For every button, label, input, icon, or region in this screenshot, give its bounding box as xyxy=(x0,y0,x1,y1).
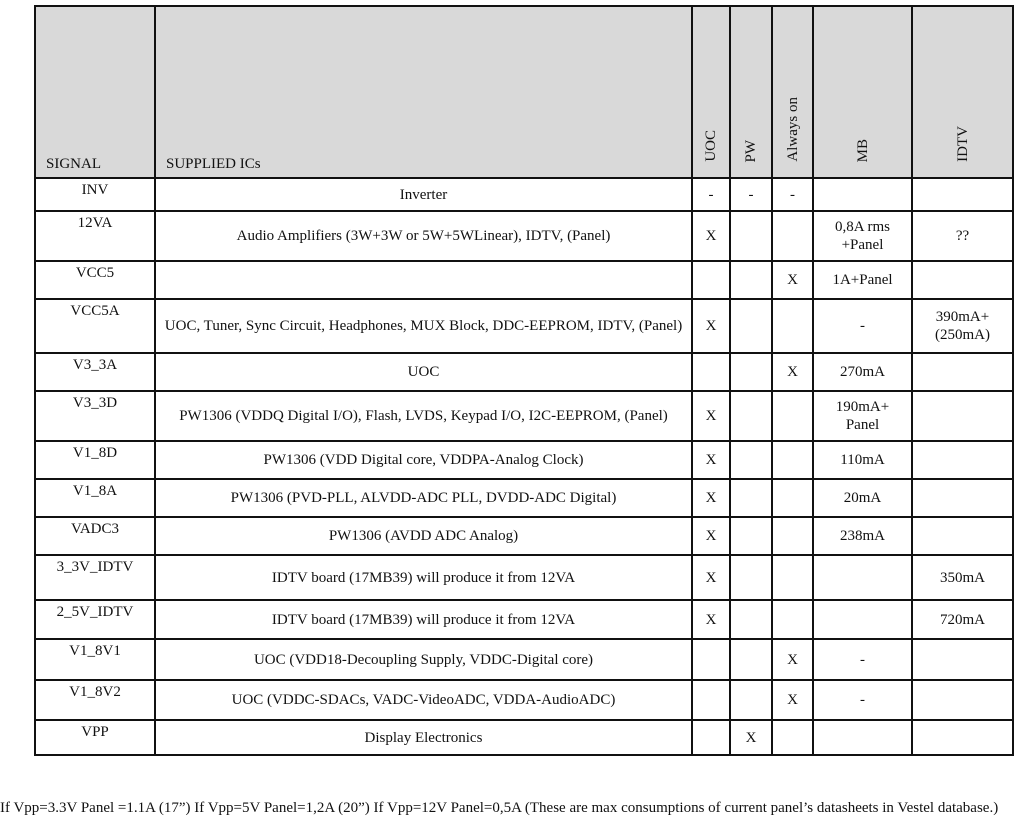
pw-cell xyxy=(730,639,772,680)
uoc-cell xyxy=(692,261,730,299)
always-on-cell: X xyxy=(772,680,813,720)
supplied-ics-cell: Inverter xyxy=(155,178,692,211)
signal-cell: V1_8V1 xyxy=(35,639,155,680)
header-row xyxy=(35,6,1013,178)
signal-cell: V1_8A xyxy=(35,479,155,517)
signal-cell: V3_3D xyxy=(35,391,155,441)
mb-cell: 190mA+ Panel xyxy=(813,391,912,441)
table-row xyxy=(35,178,1013,211)
header-pw: PW xyxy=(730,6,772,178)
table-row xyxy=(35,391,1013,441)
signal-cell: INV xyxy=(35,178,155,211)
table-row xyxy=(35,555,1013,600)
idtv-cell xyxy=(912,353,1013,391)
pw-cell xyxy=(730,261,772,299)
always-on-cell xyxy=(772,555,813,600)
always-on-cell xyxy=(772,441,813,479)
idtv-cell xyxy=(912,261,1013,299)
always-on-cell xyxy=(772,517,813,555)
idtv-cell xyxy=(912,639,1013,680)
pw-cell xyxy=(730,517,772,555)
idtv-cell xyxy=(912,680,1013,720)
uoc-cell: X xyxy=(692,555,730,600)
signal-cell: VPP xyxy=(35,720,155,755)
idtv-cell xyxy=(912,720,1013,755)
uoc-cell xyxy=(692,353,730,391)
uoc-cell: X xyxy=(692,391,730,441)
always-on-cell: X xyxy=(772,353,813,391)
always-on-cell: X xyxy=(772,261,813,299)
mb-cell: - xyxy=(813,680,912,720)
header-signal: SIGNAL xyxy=(35,6,155,178)
mb-cell xyxy=(813,178,912,211)
idtv-cell xyxy=(912,391,1013,441)
idtv-cell: ?? xyxy=(912,211,1013,261)
signal-cell: 3_3V_IDTV xyxy=(35,555,155,600)
idtv-cell: 390mA+ (250mA) xyxy=(912,299,1013,353)
signal-cell: VADC3 xyxy=(35,517,155,555)
pw-cell xyxy=(730,441,772,479)
table-row xyxy=(35,720,1013,755)
always-on-cell: - xyxy=(772,178,813,211)
uoc-cell: X xyxy=(692,517,730,555)
pw-cell xyxy=(730,211,772,261)
always-on-cell xyxy=(772,299,813,353)
signal-cell: VCC5 xyxy=(35,261,155,299)
pw-cell: - xyxy=(730,178,772,211)
signal-supply-table xyxy=(34,5,1014,756)
mb-cell: 1A+Panel xyxy=(813,261,912,299)
header-always-on: Always on xyxy=(772,6,813,178)
table-row xyxy=(35,600,1013,639)
supplied-ics-cell: PW1306 (PVD-PLL, ALVDD-ADC PLL, DVDD-ADC Digital) xyxy=(155,479,692,517)
table-body xyxy=(35,178,1013,755)
table-row xyxy=(35,680,1013,720)
uoc-cell: X xyxy=(692,441,730,479)
supplied-ics-cell: PW1306 (AVDD ADC Analog) xyxy=(155,517,692,555)
idtv-cell xyxy=(912,441,1013,479)
signal-cell: V3_3A xyxy=(35,353,155,391)
uoc-cell xyxy=(692,720,730,755)
supplied-ics-cell: PW1306 (VDD Digital core, VDDPA-Analog Clock) xyxy=(155,441,692,479)
supplied-ics-cell: IDTV board (17MB39) will produce it from 12VA xyxy=(155,555,692,600)
signal-cell: V1_8D xyxy=(35,441,155,479)
always-on-cell xyxy=(772,479,813,517)
uoc-cell: X xyxy=(692,211,730,261)
signal-cell: 2_5V_IDTV xyxy=(35,600,155,639)
supplied-ics-cell: UOC (VDDC-SDACs, VADC-VideoADC, VDDA-AudioADC) xyxy=(155,680,692,720)
table-row xyxy=(35,299,1013,353)
table-row xyxy=(35,353,1013,391)
pw-cell xyxy=(730,600,772,639)
always-on-cell: X xyxy=(772,639,813,680)
header-uoc: UOC xyxy=(692,6,730,178)
always-on-cell xyxy=(772,720,813,755)
pw-cell xyxy=(730,479,772,517)
supplied-ics-cell: PW1306 (VDDQ Digital I/O), Flash, LVDS, Keypad I/O, I2C-EEPROM, (Panel) xyxy=(155,391,692,441)
supplied-ics-cell: IDTV board (17MB39) will produce it from 12VA xyxy=(155,600,692,639)
mb-cell: - xyxy=(813,299,912,353)
signal-cell: VCC5A xyxy=(35,299,155,353)
uoc-cell xyxy=(692,680,730,720)
always-on-cell xyxy=(772,600,813,639)
table-row xyxy=(35,261,1013,299)
uoc-cell: X xyxy=(692,479,730,517)
mb-cell: 270mA xyxy=(813,353,912,391)
table-row xyxy=(35,479,1013,517)
pw-cell: X xyxy=(730,720,772,755)
table-row xyxy=(35,517,1013,555)
idtv-cell xyxy=(912,178,1013,211)
mb-cell xyxy=(813,555,912,600)
pw-cell xyxy=(730,680,772,720)
signal-cell: V1_8V2 xyxy=(35,680,155,720)
header-idtv: IDTV xyxy=(912,6,1013,178)
supplied-ics-cell: UOC (VDD18-Decoupling Supply, VDDC-Digital core) xyxy=(155,639,692,680)
idtv-cell xyxy=(912,479,1013,517)
mb-cell xyxy=(813,600,912,639)
mb-cell: - xyxy=(813,639,912,680)
table-row xyxy=(35,441,1013,479)
supplied-ics-cell: Display Electronics xyxy=(155,720,692,755)
uoc-cell: - xyxy=(692,178,730,211)
signal-cell: 12VA xyxy=(35,211,155,261)
idtv-cell xyxy=(912,517,1013,555)
mb-cell: 0,8A rms +Panel xyxy=(813,211,912,261)
idtv-cell: 350mA xyxy=(912,555,1013,600)
header-supplied-ics: SUPPLIED ICs xyxy=(155,6,692,178)
uoc-cell xyxy=(692,639,730,680)
header-mb: MB xyxy=(813,6,912,178)
pw-cell xyxy=(730,391,772,441)
mb-cell: 20mA xyxy=(813,479,912,517)
always-on-cell xyxy=(772,391,813,441)
uoc-cell: X xyxy=(692,299,730,353)
mb-cell: 238mA xyxy=(813,517,912,555)
supplied-ics-cell: Audio Amplifiers (3W+3W or 5W+5WLinear), IDTV, (Panel) xyxy=(155,211,692,261)
mb-cell: 110mA xyxy=(813,441,912,479)
always-on-cell xyxy=(772,211,813,261)
table-row xyxy=(35,211,1013,261)
uoc-cell: X xyxy=(692,600,730,639)
supplied-ics-cell: UOC, Tuner, Sync Circuit, Headphones, MUX Block, DDC-EEPROM, IDTV, (Panel) xyxy=(155,299,692,353)
footnote: If Vpp=3.3V Panel =1.1A (17”) If Vpp=5V Panel=1,2A (20”) If Vpp=12V Panel=0,5A (These are max consumptions of current panel’s datasheets in Vestel database.) xyxy=(0,800,999,816)
mb-cell xyxy=(813,720,912,755)
supplied-ics-cell xyxy=(155,261,692,299)
pw-cell xyxy=(730,353,772,391)
table-row xyxy=(35,639,1013,680)
pw-cell xyxy=(730,555,772,600)
supplied-ics-cell: UOC xyxy=(155,353,692,391)
pw-cell xyxy=(730,299,772,353)
idtv-cell: 720mA xyxy=(912,600,1013,639)
